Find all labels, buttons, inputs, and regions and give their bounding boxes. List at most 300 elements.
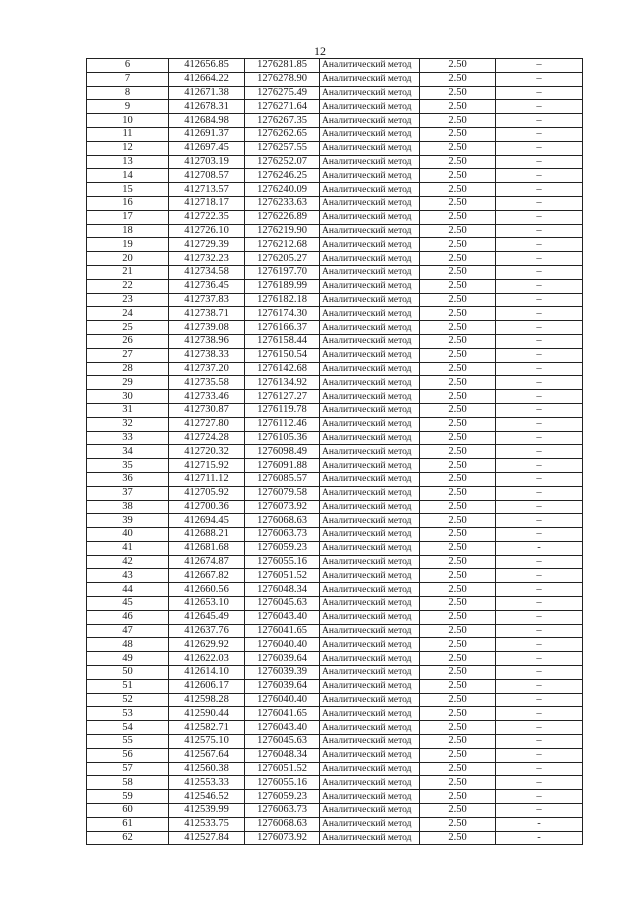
table-row xyxy=(87,293,583,307)
note-cell: – xyxy=(496,169,583,183)
point-number-cell: 10 xyxy=(87,114,169,128)
y-coordinate-cell: 1276040.40 xyxy=(245,693,320,707)
x-coordinate-cell: 412736.45 xyxy=(169,279,245,293)
note-cell: – xyxy=(496,555,583,569)
x-coordinate-cell: 412713.57 xyxy=(169,183,245,197)
point-number-cell: 14 xyxy=(87,169,169,183)
accuracy-cell: 2.50 xyxy=(420,693,496,707)
table-row xyxy=(87,831,583,845)
note-cell: – xyxy=(496,362,583,376)
table-row xyxy=(87,196,583,210)
point-number-cell: 60 xyxy=(87,804,169,818)
y-coordinate-cell: 1276043.40 xyxy=(245,610,320,624)
note-cell: – xyxy=(496,252,583,266)
method-cell: Аналитический метод xyxy=(320,804,420,818)
note-cell: – xyxy=(496,431,583,445)
point-number-cell: 22 xyxy=(87,279,169,293)
y-coordinate-cell: 1276219.90 xyxy=(245,224,320,238)
table-row xyxy=(87,679,583,693)
y-coordinate-cell: 1276073.92 xyxy=(245,500,320,514)
y-coordinate-cell: 1276041.65 xyxy=(245,624,320,638)
note-cell: - xyxy=(496,541,583,555)
accuracy-cell: 2.50 xyxy=(420,127,496,141)
table-row xyxy=(87,666,583,680)
point-number-cell: 42 xyxy=(87,555,169,569)
table-row xyxy=(87,279,583,293)
table-row xyxy=(87,224,583,238)
method-cell: Аналитический метод xyxy=(320,224,420,238)
y-coordinate-cell: 1276068.63 xyxy=(245,817,320,831)
method-cell: Аналитический метод xyxy=(320,279,420,293)
y-coordinate-cell: 1276079.58 xyxy=(245,486,320,500)
y-coordinate-cell: 1276281.85 xyxy=(245,59,320,73)
note-cell: – xyxy=(496,141,583,155)
x-coordinate-cell: 412567.64 xyxy=(169,748,245,762)
point-number-cell: 48 xyxy=(87,638,169,652)
y-coordinate-cell: 1276059.23 xyxy=(245,541,320,555)
accuracy-cell: 2.50 xyxy=(420,679,496,693)
y-coordinate-cell: 1276182.18 xyxy=(245,293,320,307)
y-coordinate-cell: 1276039.39 xyxy=(245,666,320,680)
table-row xyxy=(87,348,583,362)
accuracy-cell: 2.50 xyxy=(420,72,496,86)
accuracy-cell: 2.50 xyxy=(420,224,496,238)
y-coordinate-cell: 1276098.49 xyxy=(245,445,320,459)
coordinates-table xyxy=(86,58,583,845)
note-cell: – xyxy=(496,735,583,749)
point-number-cell: 41 xyxy=(87,541,169,555)
point-number-cell: 35 xyxy=(87,459,169,473)
note-cell: – xyxy=(496,707,583,721)
note-cell: – xyxy=(496,459,583,473)
table-row xyxy=(87,583,583,597)
method-cell: Аналитический метод xyxy=(320,334,420,348)
y-coordinate-cell: 1276068.63 xyxy=(245,514,320,528)
note-cell: – xyxy=(496,59,583,73)
accuracy-cell: 2.50 xyxy=(420,141,496,155)
accuracy-cell: 2.50 xyxy=(420,804,496,818)
y-coordinate-cell: 1276085.57 xyxy=(245,472,320,486)
x-coordinate-cell: 412678.31 xyxy=(169,100,245,114)
point-number-cell: 49 xyxy=(87,652,169,666)
accuracy-cell: 2.50 xyxy=(420,307,496,321)
point-number-cell: 58 xyxy=(87,776,169,790)
y-coordinate-cell: 1276275.49 xyxy=(245,86,320,100)
table-row xyxy=(87,652,583,666)
x-coordinate-cell: 412653.10 xyxy=(169,597,245,611)
y-coordinate-cell: 1276048.34 xyxy=(245,748,320,762)
point-number-cell: 62 xyxy=(87,831,169,845)
x-coordinate-cell: 412539.99 xyxy=(169,804,245,818)
x-coordinate-cell: 412718.17 xyxy=(169,196,245,210)
point-number-cell: 15 xyxy=(87,183,169,197)
accuracy-cell: 2.50 xyxy=(420,817,496,831)
note-cell: – xyxy=(496,472,583,486)
point-number-cell: 13 xyxy=(87,155,169,169)
note-cell: – xyxy=(496,86,583,100)
table-row xyxy=(87,252,583,266)
y-coordinate-cell: 1276158.44 xyxy=(245,334,320,348)
y-coordinate-cell: 1276134.92 xyxy=(245,376,320,390)
table-row xyxy=(87,569,583,583)
note-cell: – xyxy=(496,638,583,652)
accuracy-cell: 2.50 xyxy=(420,514,496,528)
method-cell: Аналитический метод xyxy=(320,210,420,224)
x-coordinate-cell: 412664.22 xyxy=(169,72,245,86)
accuracy-cell: 2.50 xyxy=(420,776,496,790)
method-cell: Аналитический метод xyxy=(320,403,420,417)
x-coordinate-cell: 412738.33 xyxy=(169,348,245,362)
y-coordinate-cell: 1276246.25 xyxy=(245,169,320,183)
x-coordinate-cell: 412629.92 xyxy=(169,638,245,652)
y-coordinate-cell: 1276150.54 xyxy=(245,348,320,362)
table-row xyxy=(87,528,583,542)
x-coordinate-cell: 412560.38 xyxy=(169,762,245,776)
y-coordinate-cell: 1276051.52 xyxy=(245,569,320,583)
y-coordinate-cell: 1276045.63 xyxy=(245,597,320,611)
point-number-cell: 56 xyxy=(87,748,169,762)
point-number-cell: 61 xyxy=(87,817,169,831)
point-number-cell: 17 xyxy=(87,210,169,224)
x-coordinate-cell: 412660.56 xyxy=(169,583,245,597)
y-coordinate-cell: 1276063.73 xyxy=(245,528,320,542)
table-row xyxy=(87,210,583,224)
x-coordinate-cell: 412700.36 xyxy=(169,500,245,514)
x-coordinate-cell: 412606.17 xyxy=(169,679,245,693)
x-coordinate-cell: 412681.68 xyxy=(169,541,245,555)
method-cell: Аналитический метод xyxy=(320,500,420,514)
point-number-cell: 32 xyxy=(87,417,169,431)
point-number-cell: 16 xyxy=(87,196,169,210)
method-cell: Аналитический метод xyxy=(320,238,420,252)
accuracy-cell: 2.50 xyxy=(420,362,496,376)
y-coordinate-cell: 1276039.64 xyxy=(245,652,320,666)
note-cell: – xyxy=(496,265,583,279)
point-number-cell: 8 xyxy=(87,86,169,100)
point-number-cell: 23 xyxy=(87,293,169,307)
y-coordinate-cell: 1276105.36 xyxy=(245,431,320,445)
method-cell: Аналитический метод xyxy=(320,307,420,321)
point-number-cell: 57 xyxy=(87,762,169,776)
table-row xyxy=(87,265,583,279)
table-row xyxy=(87,817,583,831)
accuracy-cell: 2.50 xyxy=(420,279,496,293)
note-cell: – xyxy=(496,445,583,459)
method-cell: Аналитический метод xyxy=(320,183,420,197)
note-cell: – xyxy=(496,307,583,321)
table-row xyxy=(87,417,583,431)
x-coordinate-cell: 412732.23 xyxy=(169,252,245,266)
point-number-cell: 43 xyxy=(87,569,169,583)
note-cell: – xyxy=(496,114,583,128)
point-number-cell: 11 xyxy=(87,127,169,141)
note-cell: – xyxy=(496,666,583,680)
accuracy-cell: 2.50 xyxy=(420,417,496,431)
accuracy-cell: 2.50 xyxy=(420,445,496,459)
table-row xyxy=(87,707,583,721)
y-coordinate-cell: 1276252.07 xyxy=(245,155,320,169)
table-row xyxy=(87,86,583,100)
note-cell: – xyxy=(496,417,583,431)
method-cell: Аналитический метод xyxy=(320,652,420,666)
accuracy-cell: 2.50 xyxy=(420,100,496,114)
table-row xyxy=(87,804,583,818)
accuracy-cell: 2.50 xyxy=(420,321,496,335)
x-coordinate-cell: 412739.08 xyxy=(169,321,245,335)
point-number-cell: 25 xyxy=(87,321,169,335)
table-row xyxy=(87,624,583,638)
y-coordinate-cell: 1276226.89 xyxy=(245,210,320,224)
table-row xyxy=(87,541,583,555)
y-coordinate-cell: 1276212.68 xyxy=(245,238,320,252)
x-coordinate-cell: 412720.32 xyxy=(169,445,245,459)
page-number: 12 xyxy=(314,44,326,58)
y-coordinate-cell: 1276039.64 xyxy=(245,679,320,693)
table-row xyxy=(87,500,583,514)
point-number-cell: 26 xyxy=(87,334,169,348)
method-cell: Аналитический метод xyxy=(320,59,420,73)
method-cell: Аналитический метод xyxy=(320,817,420,831)
x-coordinate-cell: 412722.35 xyxy=(169,210,245,224)
table-row xyxy=(87,735,583,749)
note-cell: – xyxy=(496,486,583,500)
method-cell: Аналитический метод xyxy=(320,693,420,707)
x-coordinate-cell: 412705.92 xyxy=(169,486,245,500)
note-cell: – xyxy=(496,804,583,818)
note-cell: – xyxy=(496,776,583,790)
x-coordinate-cell: 412671.38 xyxy=(169,86,245,100)
method-cell: Аналитический метод xyxy=(320,735,420,749)
note-cell: – xyxy=(496,183,583,197)
table-row xyxy=(87,183,583,197)
point-number-cell: 55 xyxy=(87,735,169,749)
point-number-cell: 33 xyxy=(87,431,169,445)
x-coordinate-cell: 412590.44 xyxy=(169,707,245,721)
note-cell: – xyxy=(496,514,583,528)
point-number-cell: 19 xyxy=(87,238,169,252)
accuracy-cell: 2.50 xyxy=(420,472,496,486)
y-coordinate-cell: 1276040.40 xyxy=(245,638,320,652)
accuracy-cell: 2.50 xyxy=(420,555,496,569)
accuracy-cell: 2.50 xyxy=(420,624,496,638)
method-cell: Аналитический метод xyxy=(320,472,420,486)
accuracy-cell: 2.50 xyxy=(420,597,496,611)
point-number-cell: 34 xyxy=(87,445,169,459)
accuracy-cell: 2.50 xyxy=(420,652,496,666)
y-coordinate-cell: 1276166.37 xyxy=(245,321,320,335)
x-coordinate-cell: 412711.12 xyxy=(169,472,245,486)
table-row xyxy=(87,127,583,141)
method-cell: Аналитический метод xyxy=(320,445,420,459)
table-row xyxy=(87,555,583,569)
x-coordinate-cell: 412674.87 xyxy=(169,555,245,569)
x-coordinate-cell: 412727.80 xyxy=(169,417,245,431)
y-coordinate-cell: 1276267.35 xyxy=(245,114,320,128)
coordinates-table-body xyxy=(87,59,583,845)
point-number-cell: 40 xyxy=(87,528,169,542)
accuracy-cell: 2.50 xyxy=(420,293,496,307)
table-row xyxy=(87,693,583,707)
table-row xyxy=(87,445,583,459)
note-cell: – xyxy=(496,100,583,114)
note-cell: – xyxy=(496,210,583,224)
y-coordinate-cell: 1276055.16 xyxy=(245,555,320,569)
y-coordinate-cell: 1276278.90 xyxy=(245,72,320,86)
x-coordinate-cell: 412533.75 xyxy=(169,817,245,831)
table-row xyxy=(87,334,583,348)
note-cell: – xyxy=(496,376,583,390)
x-coordinate-cell: 412546.52 xyxy=(169,790,245,804)
x-coordinate-cell: 412703.19 xyxy=(169,155,245,169)
accuracy-cell: 2.50 xyxy=(420,610,496,624)
note-cell: – xyxy=(496,279,583,293)
x-coordinate-cell: 412667.82 xyxy=(169,569,245,583)
table-row xyxy=(87,321,583,335)
note-cell: – xyxy=(496,155,583,169)
point-number-cell: 21 xyxy=(87,265,169,279)
accuracy-cell: 2.50 xyxy=(420,210,496,224)
method-cell: Аналитический метод xyxy=(320,610,420,624)
point-number-cell: 7 xyxy=(87,72,169,86)
note-cell: – xyxy=(496,624,583,638)
note-cell: – xyxy=(496,583,583,597)
note-cell: – xyxy=(496,693,583,707)
accuracy-cell: 2.50 xyxy=(420,155,496,169)
accuracy-cell: 2.50 xyxy=(420,486,496,500)
method-cell: Аналитический метод xyxy=(320,169,420,183)
point-number-cell: 31 xyxy=(87,403,169,417)
table-row xyxy=(87,362,583,376)
accuracy-cell: 2.50 xyxy=(420,59,496,73)
y-coordinate-cell: 1276073.92 xyxy=(245,831,320,845)
x-coordinate-cell: 412527.84 xyxy=(169,831,245,845)
y-coordinate-cell: 1276205.27 xyxy=(245,252,320,266)
x-coordinate-cell: 412553.33 xyxy=(169,776,245,790)
method-cell: Аналитический метод xyxy=(320,597,420,611)
note-cell: – xyxy=(496,652,583,666)
table-row xyxy=(87,597,583,611)
table-row xyxy=(87,431,583,445)
y-coordinate-cell: 1276262.65 xyxy=(245,127,320,141)
method-cell: Аналитический метод xyxy=(320,348,420,362)
accuracy-cell: 2.50 xyxy=(420,114,496,128)
table-row xyxy=(87,141,583,155)
point-number-cell: 51 xyxy=(87,679,169,693)
point-number-cell: 27 xyxy=(87,348,169,362)
point-number-cell: 44 xyxy=(87,583,169,597)
y-coordinate-cell: 1276240.09 xyxy=(245,183,320,197)
note-cell: – xyxy=(496,334,583,348)
point-number-cell: 39 xyxy=(87,514,169,528)
x-coordinate-cell: 412637.76 xyxy=(169,624,245,638)
accuracy-cell: 2.50 xyxy=(420,583,496,597)
accuracy-cell: 2.50 xyxy=(420,762,496,776)
method-cell: Аналитический метод xyxy=(320,362,420,376)
note-cell: – xyxy=(496,403,583,417)
accuracy-cell: 2.50 xyxy=(420,569,496,583)
table-row xyxy=(87,238,583,252)
y-coordinate-cell: 1276063.73 xyxy=(245,804,320,818)
table-row xyxy=(87,776,583,790)
method-cell: Аналитический метод xyxy=(320,431,420,445)
x-coordinate-cell: 412734.58 xyxy=(169,265,245,279)
note-cell: – xyxy=(496,72,583,86)
method-cell: Аналитический метод xyxy=(320,748,420,762)
y-coordinate-cell: 1276048.34 xyxy=(245,583,320,597)
method-cell: Аналитический метод xyxy=(320,459,420,473)
method-cell: Аналитический метод xyxy=(320,293,420,307)
y-coordinate-cell: 1276142.68 xyxy=(245,362,320,376)
accuracy-cell: 2.50 xyxy=(420,183,496,197)
note-cell: – xyxy=(496,762,583,776)
method-cell: Аналитический метод xyxy=(320,776,420,790)
note-cell: – xyxy=(496,569,583,583)
x-coordinate-cell: 412582.71 xyxy=(169,721,245,735)
point-number-cell: 20 xyxy=(87,252,169,266)
point-number-cell: 38 xyxy=(87,500,169,514)
note-cell: – xyxy=(496,528,583,542)
table-row xyxy=(87,721,583,735)
method-cell: Аналитический метод xyxy=(320,196,420,210)
x-coordinate-cell: 412691.37 xyxy=(169,127,245,141)
method-cell: Аналитический метод xyxy=(320,555,420,569)
note-cell: – xyxy=(496,500,583,514)
y-coordinate-cell: 1276051.52 xyxy=(245,762,320,776)
table-row xyxy=(87,514,583,528)
method-cell: Аналитический метод xyxy=(320,72,420,86)
note-cell: – xyxy=(496,238,583,252)
x-coordinate-cell: 412730.87 xyxy=(169,403,245,417)
accuracy-cell: 2.50 xyxy=(420,334,496,348)
point-number-cell: 45 xyxy=(87,597,169,611)
y-coordinate-cell: 1276189.99 xyxy=(245,279,320,293)
table-row xyxy=(87,762,583,776)
method-cell: Аналитический метод xyxy=(320,486,420,500)
note-cell: – xyxy=(496,321,583,335)
y-coordinate-cell: 1276091.88 xyxy=(245,459,320,473)
y-coordinate-cell: 1276055.16 xyxy=(245,776,320,790)
accuracy-cell: 2.50 xyxy=(420,238,496,252)
method-cell: Аналитический метод xyxy=(320,790,420,804)
x-coordinate-cell: 412737.83 xyxy=(169,293,245,307)
accuracy-cell: 2.50 xyxy=(420,831,496,845)
accuracy-cell: 2.50 xyxy=(420,541,496,555)
point-number-cell: 37 xyxy=(87,486,169,500)
method-cell: Аналитический метод xyxy=(320,638,420,652)
accuracy-cell: 2.50 xyxy=(420,666,496,680)
method-cell: Аналитический метод xyxy=(320,100,420,114)
x-coordinate-cell: 412724.28 xyxy=(169,431,245,445)
point-number-cell: 9 xyxy=(87,100,169,114)
method-cell: Аналитический метод xyxy=(320,762,420,776)
y-coordinate-cell: 1276174.30 xyxy=(245,307,320,321)
point-number-cell: 6 xyxy=(87,59,169,73)
y-coordinate-cell: 1276271.64 xyxy=(245,100,320,114)
accuracy-cell: 2.50 xyxy=(420,748,496,762)
x-coordinate-cell: 412708.57 xyxy=(169,169,245,183)
x-coordinate-cell: 412715.92 xyxy=(169,459,245,473)
point-number-cell: 18 xyxy=(87,224,169,238)
point-number-cell: 54 xyxy=(87,721,169,735)
y-coordinate-cell: 1276041.65 xyxy=(245,707,320,721)
point-number-cell: 47 xyxy=(87,624,169,638)
method-cell: Аналитический метод xyxy=(320,417,420,431)
accuracy-cell: 2.50 xyxy=(420,790,496,804)
note-cell: – xyxy=(496,790,583,804)
method-cell: Аналитический метод xyxy=(320,155,420,169)
table-row xyxy=(87,403,583,417)
x-coordinate-cell: 412684.98 xyxy=(169,114,245,128)
